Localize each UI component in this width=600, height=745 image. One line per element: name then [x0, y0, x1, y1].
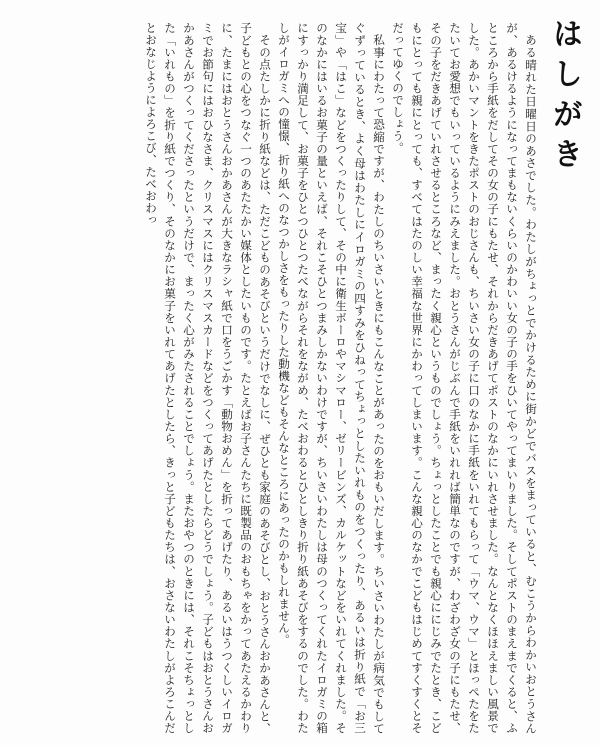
- paragraph-3: その点たしかに折り紙などは、ただこどものあそびというだけでなしに、ぜひとも家庭のあそびとし、おとうさんおかあさんと、子どもとの心をつなぐ一つのあたたかい媒体としたいものです。たとえばお子さんたちに既製品のおもちゃをかってあたえるかわりに、たまにはおとうさんおかあさんが大きなラシャ紙で口をうごかす「動物おめん」を折ってあげたり、あるいはうつくしいイロガミでお節句にはおひなさま、クリスマスにはクリスマスカードなどをつくってあげたとしたらどうでしょう。子どもはおとうさんおかあさんがつくってくださったというだけで、まったく心がみたされることでしょう。またおやつのときには、それこそちょっとした「いれもの」を折り紙でつくり、そのなかにお菓子をいれてあげたとしたら、きっと子どもたちは、おさないわたしがよろこんだとおなじようによろこび、たべおわっ: [144, 22, 272, 734]
- preface-body: [10, 22, 540, 734]
- paragraph-2: 私事にわたって恐縮ですが、わたしのちいさいときにもこんなことがあったのをおもいだします。ちいさいわたしが病気でもしてぐずっているとき、よく母はわたしにイロガミの四すみをひねってちょっとしたいれものをつくったり、あるいは折り紙で「お三宝」や「はこ」などをつくったりして、その中に衛生ボーロやマシマロー、ゼリービンズ、カルケットなどをいれてくれました。そのなかにはいるお菓子の量といえば、それこそひとつまみしかないわけですが、ちいさいわたしは母のつくってくれたイロガミの箱にすっかり満足して、お菓子をひとつひとつたべながらそれをながめ、たべおわるとひとしきり折り紙あそびをするのでした。わたしがイロガミへの憧憬、折り紙へのなつかしさをもったりした動機などもそんなところにあったのかもしれません。: [277, 22, 386, 734]
- paragraph-1: ある晴れた日曜日のあさでした。わたしがちょっとでかけるために街かどでバスをまっていると、むこうからわかいおとうさんが、あるけるようになってまもないくらいのかわいい女の子の手をひいてやってまいりました。そしてポストのまえまでくると、ふところから手紙をだしてその女の子にもたせ、それからだきあげてポストのなかにいれさせました。なんとなくほほえましい風景でした。あかいマントをきたポストのおじさんも、ちいさい女の子に口のなかに手紙をいれてもらって「ウマ、ウマ」とほっぺたをたたいてお愛想でもいっているようにみえました。おとうさんがじぶんで手紙をいれれば簡単なのですが、わざわざ女の子にもたせ、その子をだきあげていれさせるところなど、まったく親心というものでしょう。ちょっとしたことでも親心ににじみでたとき、こどもにとっても親にとっても、すべてはたのしい幸福な世界にかわってしまいます。こんな親心のなかでこどもはじめてすくすくとそだってゆくのでしょう。: [391, 22, 538, 734]
- page-title: はしがき: [547, 18, 582, 178]
